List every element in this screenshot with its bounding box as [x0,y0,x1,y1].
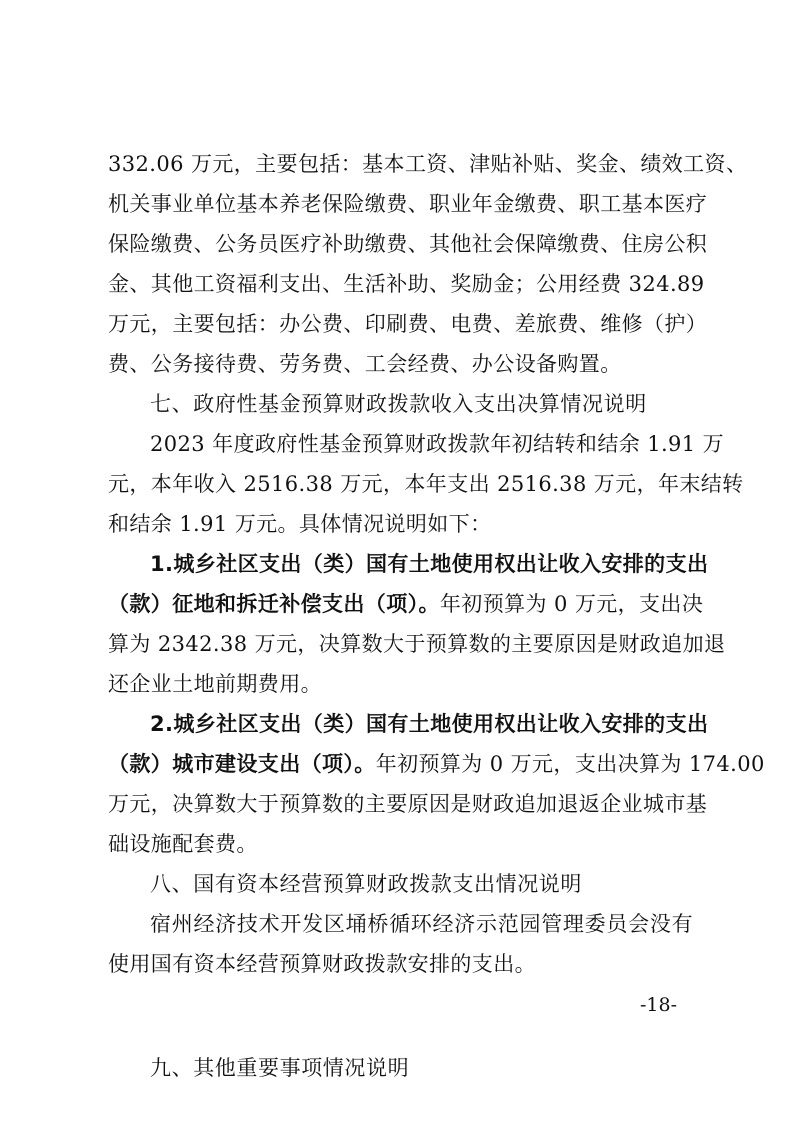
item-1-bold-title: （款）征地和拆迁补偿支出（项）。 [108,592,440,616]
item-1-line [108,586,704,622]
item-2-line: 万元，决算数大于预算数的主要原因是财政追加退返企业城市基 [108,792,708,816]
paragraph-line: 保险缴费、公务员医疗补助缴费、其他社会保障缴费、住房公积 [108,232,708,256]
item-1-line: 还企业土地前期费用。 [108,672,322,696]
paragraph-line: 2023 年度政府性基金预算财政拨款年初结转和结余 1.91 万 [150,432,725,456]
section-heading-9: 九、其他重要事项情况说明 [150,1056,410,1080]
paragraph-line: 万元，主要包括：办公费、印刷费、电费、差旅费、维修（护） [108,312,708,336]
page-number: -18- [640,994,678,1016]
paragraph-line: 使用国有资本经营预算财政拨款安排的支出。 [108,952,536,976]
section-heading-7: 七、政府性基金预算财政拨款收入支出决算情况说明 [150,392,647,416]
item-2-line [108,746,765,782]
item-1-line [150,546,709,582]
paragraph-line: 费、公务接待费、劳务费、工会经费、办公设备购置。 [108,352,622,376]
paragraph-line: 机关事业单位基本养老保险缴费、职业年金缴费、职工基本医疗 [108,192,708,216]
paragraph-line: 332.06 万元，主要包括：基本工资、津贴补贴、奖金、绩效工资、 [108,152,748,176]
item-2-line: 础设施配套费。 [108,832,258,856]
paragraph-line: 元，本年收入 2516.38 万元，本年支出 2516.38 万元，年末结转 [108,472,744,496]
item-2-text: 年初预算为 0 万元，支出决算为 174.00 [375,752,765,776]
item-2-line [150,706,709,742]
paragraph-line: 宿州经济技术开发区埇桥循环经济示范园管理委员会没有 [150,912,693,936]
item-1-line: 算为 2342.38 万元，决算数大于预算数的主要原因是财政追加退 [108,632,726,656]
item-1-bold-title: 1.城乡社区支出（类）国有土地使用权出让收入安排的支出 [150,552,709,576]
item-2-bold-title: 2.城乡社区支出（类）国有土地使用权出让收入安排的支出 [150,712,709,736]
section-heading-8: 八、国有资本经营预算财政拨款支出情况说明 [150,872,582,896]
item-2-bold-title: （款）城市建设支出（项）。 [108,752,376,776]
paragraph-line: 金、其他工资福利支出、生活补助、奖励金；公用经费 324.89 [108,272,705,296]
item-1-text: 年初预算为 0 万元，支出决 [439,592,704,616]
paragraph-line: 和结余 1.91 万元。具体情况说明如下： [108,512,492,536]
